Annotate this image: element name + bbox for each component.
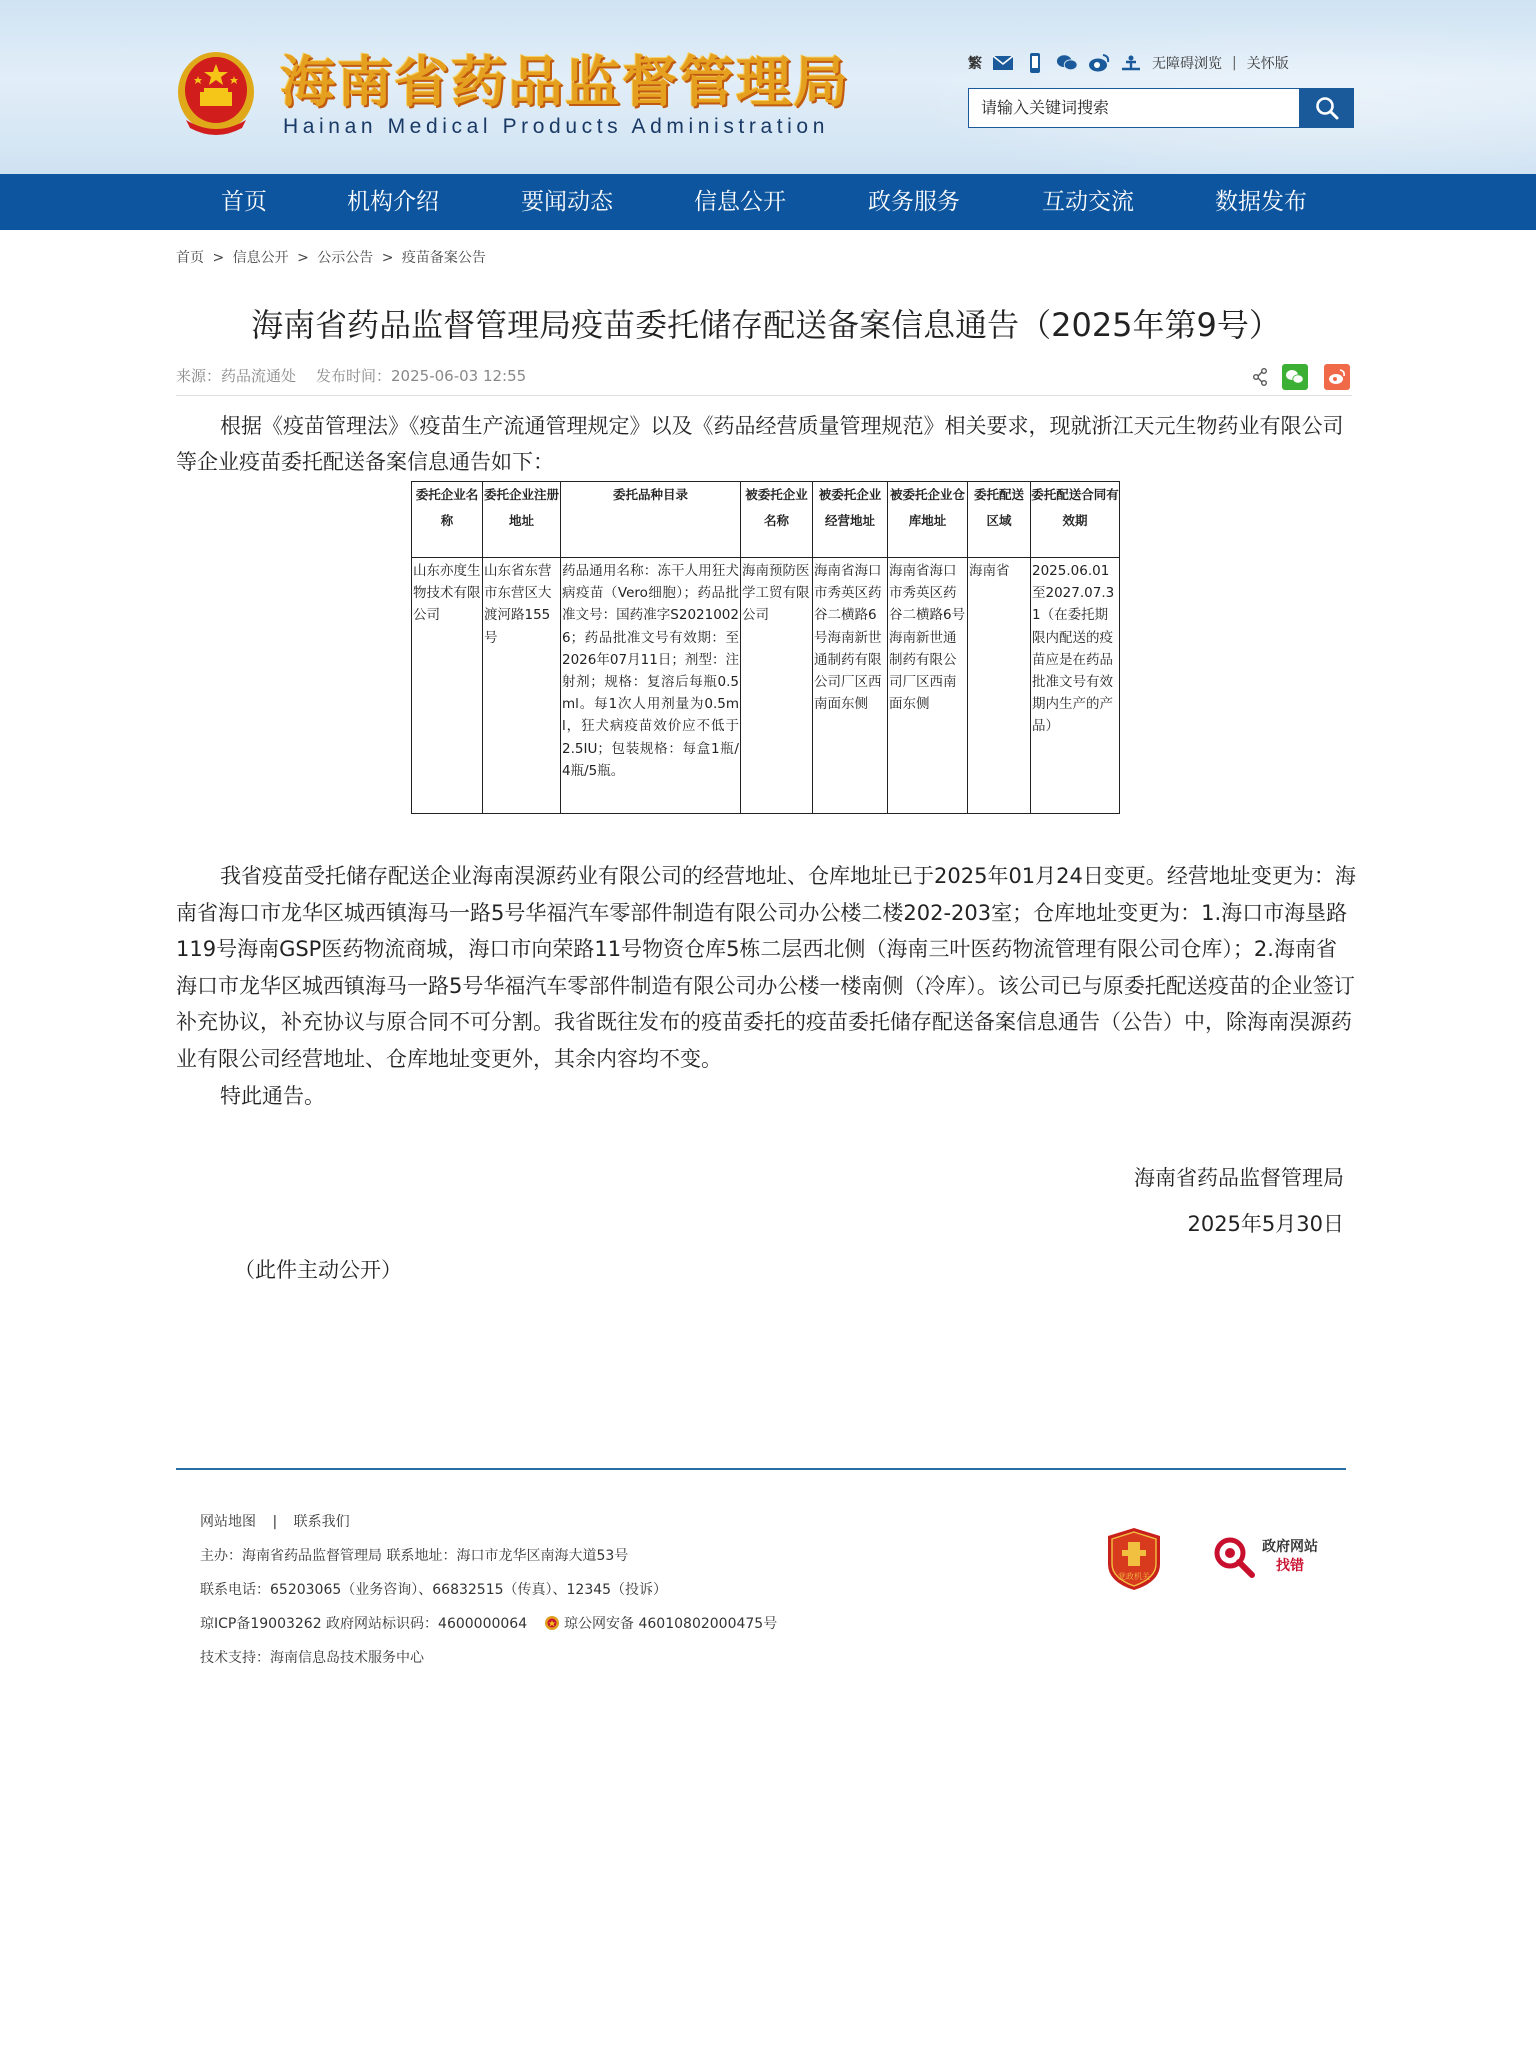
main-nav — [0, 174, 1536, 230]
public-note: （此件主动公开） — [234, 1258, 402, 1282]
gov-site-label: 政府网站 — [1262, 1539, 1318, 1555]
header-decoration — [836, 0, 1536, 174]
article-meta — [176, 364, 526, 388]
party-badge-label: 党政机关 — [1118, 1572, 1150, 1581]
breadcrumb-notices[interactable]: 公示公告 — [317, 250, 374, 266]
nav-item-interaction[interactable]: 互动交流 — [1042, 189, 1134, 215]
find-error-label: 找错 — [1276, 1558, 1304, 1574]
search-icon — [1314, 95, 1340, 121]
article-time: 发布时间：2025-06-03 12:55 — [316, 367, 527, 385]
article-paragraph-3: 特此通告。 — [220, 1084, 325, 1108]
nav-item-info-public[interactable]: 信息公开 — [694, 189, 786, 215]
filing-table — [411, 481, 1120, 814]
table-cell: 海南省海口市秀英区药谷二横路6号海南新世通制药有限公司厂区西南面东侧 — [813, 558, 888, 814]
table-cell: 海南省海口市秀英区药谷二横路6号海南新世通制药有限公司厂区西南面东侧 — [888, 558, 968, 814]
party-gov-org-badge-icon[interactable] — [1106, 1526, 1162, 1592]
footer-link-separator: | — [272, 1514, 278, 1530]
nav-item-home[interactable]: 首页 — [221, 189, 267, 215]
police-badge-icon — [544, 1615, 560, 1631]
table-cell: 药品通用名称：冻干人用狂犬病疫苗（Vero细胞）；药品批准文号：国药准字S20210026；药品批准文号有效期：至2026年07月11日；剂型：注射剂；规格：复溶后每瓶0.5ml。每1次人用剂量为0.5ml，狂犬病疫苗效价应不低于2.5IU；包装规格：每盒1瓶/4瓶/5瓶。 — [561, 558, 741, 814]
nav-item-news[interactable]: 要闻动态 — [521, 189, 613, 215]
nav-item-about[interactable]: 机构介绍 — [347, 189, 439, 215]
footer-support: 技术支持：海南信息岛技术服务中心 — [200, 1650, 424, 1666]
site-subtitle: Hainan Medical Products Administration — [283, 115, 829, 138]
traditional-chinese-link[interactable]: 繁 — [968, 56, 982, 72]
table-cell: 海南省 — [968, 558, 1031, 814]
breadcrumb-separator: > — [212, 250, 225, 266]
table-row — [412, 558, 1120, 814]
breadcrumb-info-public[interactable]: 信息公开 — [232, 250, 289, 266]
table-cell: 2025.06.01至2027.07.31（在委托期限内配送的疫苗应是在药品批准文号有效期内生产的产品） — [1031, 558, 1120, 814]
footer-link-sitemap[interactable]: 网站地图 — [200, 1514, 256, 1530]
breadcrumb-home[interactable]: 首页 — [176, 250, 204, 266]
site-footer — [200, 1505, 777, 1675]
table-header: 委托配送区域 — [968, 482, 1031, 558]
signature-date: 2025年5月30日 — [1187, 1212, 1344, 1236]
weibo-icon[interactable] — [1088, 52, 1110, 74]
header-tools — [968, 50, 1289, 76]
table-cell: 山东亦度生物技术有限公司 — [412, 558, 483, 814]
site-header — [0, 0, 1536, 174]
table-header-row — [412, 482, 1120, 558]
breadcrumb — [176, 248, 490, 268]
footer-host: 主办：海南省药品监督管理局 联系地址：海口市龙华区南海大道53号 — [200, 1548, 629, 1564]
article-paragraph-1: 根据《疫苗管理法》《疫苗生产流通管理规定》以及《药品经营质量管理规范》相关要求，现就浙江天元生物药业有限公司等企业疫苗委托配送备案信息通告如下： — [176, 414, 1344, 474]
magnifier-icon — [1212, 1535, 1256, 1579]
share-icon[interactable] — [1252, 364, 1268, 390]
mail-icon[interactable] — [992, 52, 1014, 74]
footer-registration — [200, 1607, 777, 1641]
table-header: 委托企业注册地址 — [483, 482, 561, 558]
article-paragraph-2: 我省疫苗受托储存配送企业海南淏源药业有限公司的经营地址、仓库地址已于2025年01月24日变更。经营地址变更为：海南省海口市龙华区城西镇海马一路5号华福汽车零部件制造有限公司办公楼二楼202-203室；仓库地址变更为：1.海口市海垦路119号海南GSP医药物流商城，海口市向荣路11号物资仓库5栋二层西北侧（海南三叶医药物流管理有限公司仓库）；2.海南省海口市龙华区城西镇海马一路5号华福汽车零部件制造有限公司办公楼一楼南侧（冷库）。该公司已与原委托配送疫苗的企业签订补充协议，补充协议与原合同不可分割。我省既往发布的疫苗委托的疫苗委托储存配送备案信息通告（公告）中，除海南淏源药业有限公司经营地址、仓库地址变更外，其余内容均不变。 — [176, 864, 1356, 1071]
accessible-browse-link[interactable]: 无障碍浏览 — [1152, 56, 1222, 72]
nav-item-data[interactable]: 数据发布 — [1215, 189, 1307, 215]
footer-divider — [176, 1468, 1346, 1470]
table-header: 被委托企业仓库地址 — [888, 482, 968, 558]
table-cell: 山东省东营市东营区大渡河路155号 — [483, 558, 561, 814]
nav-item-gov-services[interactable]: 政务服务 — [868, 189, 960, 215]
footer-icp[interactable]: 琼ICP备19003262 政府网站标识码：4600000064 — [200, 1616, 528, 1632]
footer-link-contact[interactable]: 联系我们 — [293, 1514, 350, 1530]
mobile-icon[interactable] — [1024, 52, 1046, 74]
breadcrumb-separator: > — [381, 250, 394, 266]
page-title: 海南省药品监督管理局疫苗委托储存配送备案信息通告（2025年第9号） — [251, 306, 1281, 344]
article-source: 来源：药品流通处 — [176, 367, 297, 385]
table-header: 委托企业名称 — [412, 482, 483, 558]
meta-divider — [176, 395, 1352, 396]
wechat-icon[interactable] — [1056, 52, 1078, 74]
table-cell: 海南预防医学工贸有限公司 — [741, 558, 813, 814]
elder-mode-link[interactable]: 关怀版 — [1246, 56, 1289, 72]
signature-org: 海南省药品监督管理局 — [1134, 1166, 1344, 1190]
tools-separator: | — [1232, 55, 1237, 71]
breadcrumb-separator: > — [297, 250, 309, 266]
table-header: 委托品种目录 — [561, 482, 741, 558]
table-header: 被委托企业经营地址 — [813, 482, 888, 558]
breadcrumb-vaccine-filing[interactable]: 疫苗备案公告 — [401, 250, 486, 266]
search-button[interactable] — [1300, 88, 1354, 128]
gov-site-find-error-badge[interactable] — [1212, 1532, 1352, 1582]
site-title: 海南省药品监督管理局 — [280, 49, 851, 114]
table-header: 委托配送合同有效期 — [1031, 482, 1120, 558]
accessibility-icon[interactable] — [1120, 52, 1142, 74]
national-emblem-icon — [176, 50, 256, 136]
table-header: 被委托企业名称 — [741, 482, 813, 558]
share-wechat-icon[interactable] — [1282, 364, 1308, 390]
search-input[interactable]: 请输入关键词搜索 — [968, 88, 1300, 128]
footer-phone: 联系电话：65203065（业务咨询）、66832515（传真）、12345（投诉） — [200, 1582, 668, 1598]
share-weibo-icon[interactable] — [1324, 364, 1350, 390]
footer-police[interactable]: 琼公网安备 46010802000475号 — [564, 1616, 778, 1632]
